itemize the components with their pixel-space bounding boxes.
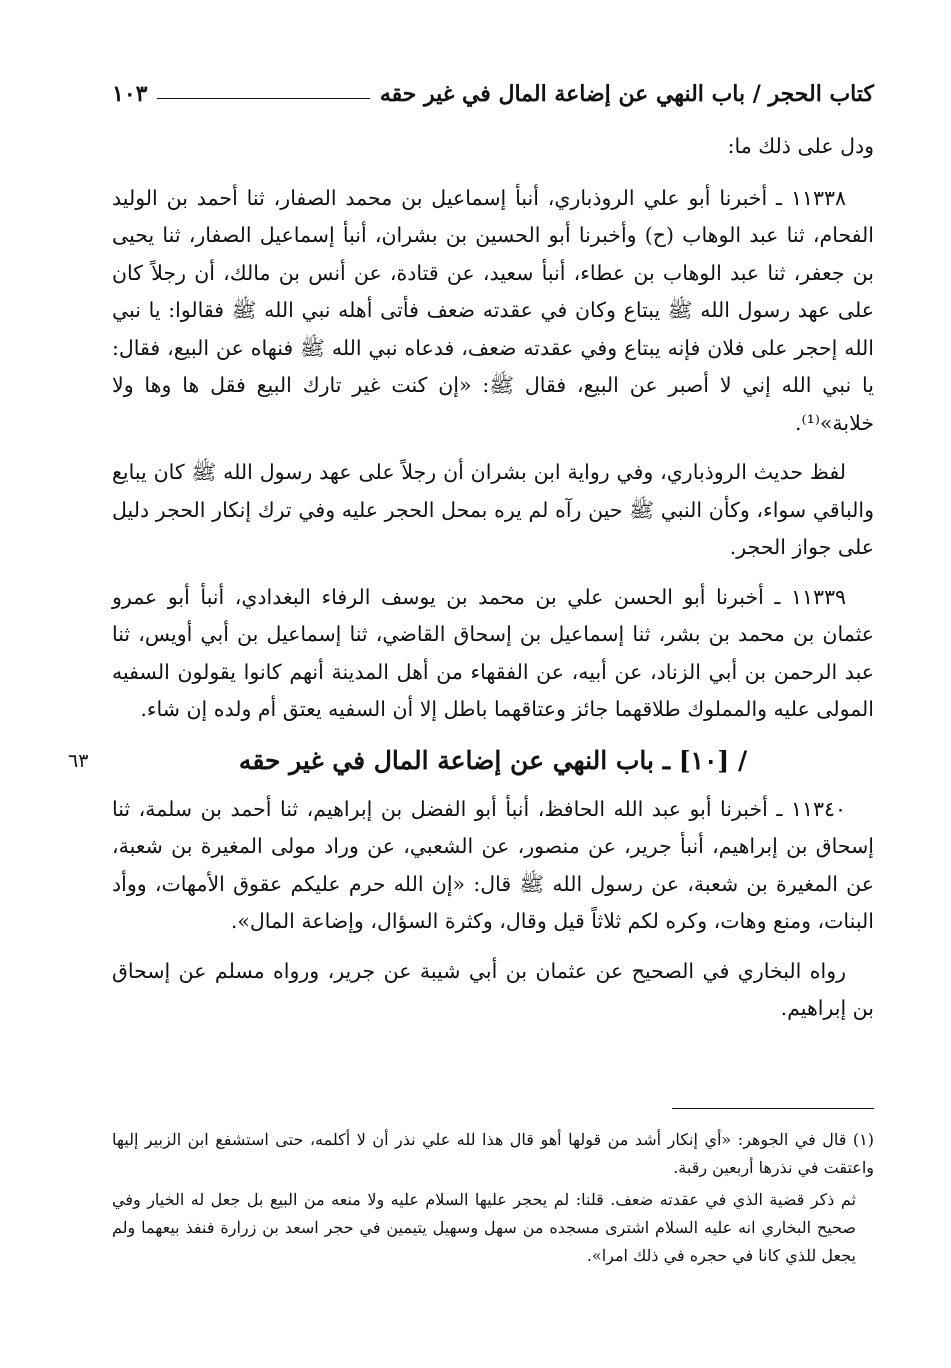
header-title: كتاب الحجر / باب النهي عن إضاعة المال في غير حقه (379, 81, 874, 107)
footnotes (112, 1126, 874, 1274)
intro-line: ودل على ذلك ما: (727, 134, 874, 158)
header-rule (157, 98, 369, 99)
footnote-1: (١) قال في الجوهر: «أي إنكار أشد من قولها أهو قال هذا لله علي نذر أن لا أكلمه، حتى استشفع ابن الزبير إليها واعتقت في نذرها أربعين رقبة. (112, 1130, 874, 1177)
footnote-separator (672, 1108, 874, 1109)
page-number: ١٠٣ (112, 81, 148, 107)
margin-volume-number: ٦٣ (68, 749, 89, 772)
hadith-11338: ١١٣٣٨ ـ أخبرنا أبو علي الروذباري، أنبأ إسماعيل بن محمد الصفار، ثنا أحمد بن الوليد الفحام، ثنا عبد الوهاب (ح) وأخبرنا أبو الحسين بن بشران، أنبأ إسماعيل الصفار، ثنا يحيى بن جعفر، ثنا عبد الوهاب بن عطاء، أنبأ سعيد، عن قتادة، عن أنس بن مالك، أن رجلاً كان على عهد رسول الله ﷺ يبتاع وكان في عقدته ضعف فأتى أهله نبي الله ﷺ فقالوا: يا نبي الله إحجر على فلان فإنه يبتاع وفي عقدته ضعف، فدعاه نبي الله ﷺ فنهاه عن البيع، فقال: يا نبي الله إني لا أصبر عن البيع، فقال ﷺ: «إن كنت غير تارك البيع فقل ها وها ولا خلابة»⁽¹⁾. (112, 185, 874, 435)
hadith-11340: ١١٣٤٠ ـ أخبرنا أبو عبد الله الحافظ، أنبأ أبو الفضل بن إبراهيم، ثنا أحمد بن سلمة، ثنا إسحاق بن إبراهيم، أنبأ جرير، عن منصور، عن الشعبي، عن وراد مولى المغيرة بن شعبة، عن المغيرة بن شعبة، عن رسول الله ﷺ قال: «إن الله حرم عليكم عقوق الأمهات، ووأد البنات، ومنع وهات، وكره لكم ثلاثاً قيل وقال، وكثرة السؤال، وإضاعة المال». (112, 796, 874, 933)
main-text (68, 128, 874, 1040)
chapter-heading (68, 741, 874, 781)
commentary-paragraph-2: رواه البخاري في الصحيح عن عثمان بن أبي شيبة عن جرير، ورواه مسلم عن إسحاق بن إبراهيم. (112, 958, 874, 1020)
footnote-1-continued: ثم ذكر قضية الذي في عقدته ضعف. قلنا: لم يحجر عليها السلام عليه ولا منعه من البيع بل جعل له الخيار وفي صحيح البخاري انه عليه السلام اشترى مسجده من سهل وسهيل يتيمين في حجر اسعد بن زرارة فنفذ بيعهما ولم يجعل للذي كانا في حجره في ذلك امرا». (112, 1190, 856, 1265)
running-header (112, 74, 874, 114)
chapter-title: / [١٠] ـ باب النهي عن إضاعة المال في غير حقه (238, 745, 748, 775)
commentary-paragraph: لفظ حديث الروذباري، وفي رواية ابن بشران أن رجلاً على عهد رسول الله ﷺ كان يبايع والباقي سواء، وكأن النبي ﷺ حين رآه لم يره بمحل الحجر عليه وفي ترك إنكار الحجر دليل على جواز الحجر. (112, 460, 874, 559)
hadith-11339: ١١٣٣٩ ـ أخبرنا أبو الحسن علي بن محمد بن يوسف الرفاء البغدادي، أنبأ أبو عمرو عثمان بن محمد بن بشر، ثنا إسماعيل بن إسحاق القاضي، ثنا إسماعيل بن أبي أويس، ثنا عبد الرحمن بن أبي الزناد، عن أبيه، عن الفقهاء من أهل المدينة أنهم كانوا يقولون السفيه المولى عليه والمملوك طلاقهما جائز وعتاقهما باطل إلا أن السفيه يعتق أم ولده إن شاء. (112, 584, 874, 721)
